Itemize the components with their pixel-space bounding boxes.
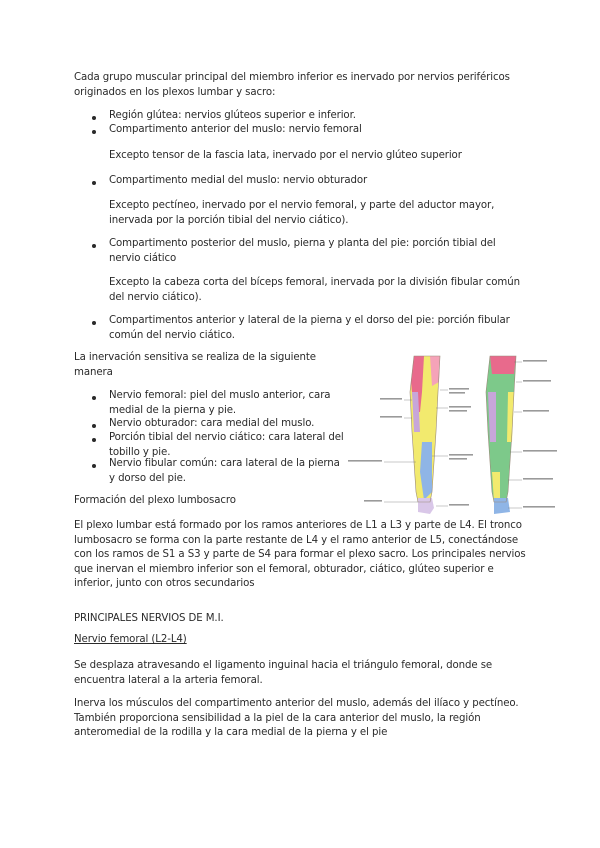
bullet-dot	[92, 244, 96, 248]
sensory-intro: La inervación sensitiva se realiza de la siguiente manera	[74, 352, 316, 378]
bullet-dot	[92, 438, 96, 442]
lower-limb-innervation-figure	[344, 352, 562, 522]
bullet-dot	[92, 424, 96, 428]
plexo-paragraph: El plexo lumbar está formado por los ramos anteriores de L1 a L3 y parte de L4. El tronco lumbosacro se forma con la parte restante de L4 y el ramo anterior de L5, conectándose con los ramos de S1 a S3 y parte de S4 para formar el plexo sacro. Los principales nervios que inervan el miembro inferior son el femoral, obturador, ciático, glúteo superior e inferior, junto con otros secundarios	[74, 520, 526, 590]
anterior-leg-drawing	[410, 356, 440, 514]
bullet-dot	[92, 396, 96, 400]
bullet-dot	[92, 464, 96, 468]
bullet-dot	[92, 116, 96, 120]
list-item-note: Excepto la cabeza corta del bíceps femoral, inervada por la división fibular común del nervio ciático).	[109, 277, 520, 303]
list-item: Compartimentos anterior y lateral de la pierna y el dorso del pie: porción fibular común del nervio ciático.	[109, 315, 510, 341]
list-item-note: Excepto tensor de la fascia lata, inervado por el nervio glúteo superior	[109, 150, 462, 161]
femoral-paragraph-2: Inerva los músculos del compartimento anterior del muslo, además del ilíaco y pectíneo. También proporciona sensibilidad a la piel de la cara anterior del muslo, la región anteromedial de la rodilla y la cara medial de la pierna y el pie	[74, 698, 519, 739]
heading-plexo: Formación del plexo lumbosacro	[74, 495, 236, 506]
section-title: PRINCIPALES NERVIOS DE M.I.	[74, 613, 224, 624]
list-item: Porción tibial del nervio ciático: cara lateral del tobillo y pie.	[109, 432, 344, 458]
nervio-femoral-heading: Nervio femoral (L2-L4)	[74, 634, 187, 645]
list-item: Nervio obturador: cara medial del muslo.	[109, 418, 315, 429]
list-item: Nervio fibular común: cara lateral de la pierna y dorso del pie.	[109, 458, 340, 484]
list-item: Compartimento anterior del muslo: nervio femoral	[109, 124, 362, 135]
list-item: Nervio femoral: piel del muslo anterior, cara medial de la pierna y pie.	[109, 390, 331, 416]
bullet-dot	[92, 130, 96, 134]
femoral-paragraph-1: Se desplaza atravesando el ligamento inguinal hacia el triángulo femoral, donde se encuentra lateral a la arteria femoral.	[74, 660, 493, 686]
bullet-dot	[92, 181, 96, 185]
figure-labels	[348, 360, 557, 508]
bullet-dot	[92, 321, 96, 325]
posterior-leg-drawing	[486, 356, 516, 514]
list-item-note: Excepto pectíneo, inervado por el nervio femoral, y parte del aductor mayor, inervada por la porción tibial del nervio ciático).	[109, 200, 495, 226]
list-item: Compartimento posterior del muslo, pierna y planta del pie: porción tibial del nervio ciático	[109, 238, 496, 264]
intro-paragraph: Cada grupo muscular principal del miembro inferior es inervado por nervios periféricos originados en los plexos lumbar y sacro:	[74, 72, 510, 98]
list-item: Región glútea: nervios glúteos superior e inferior.	[109, 110, 356, 121]
list-item: Compartimento medial del muslo: nervio obturador	[109, 175, 368, 186]
